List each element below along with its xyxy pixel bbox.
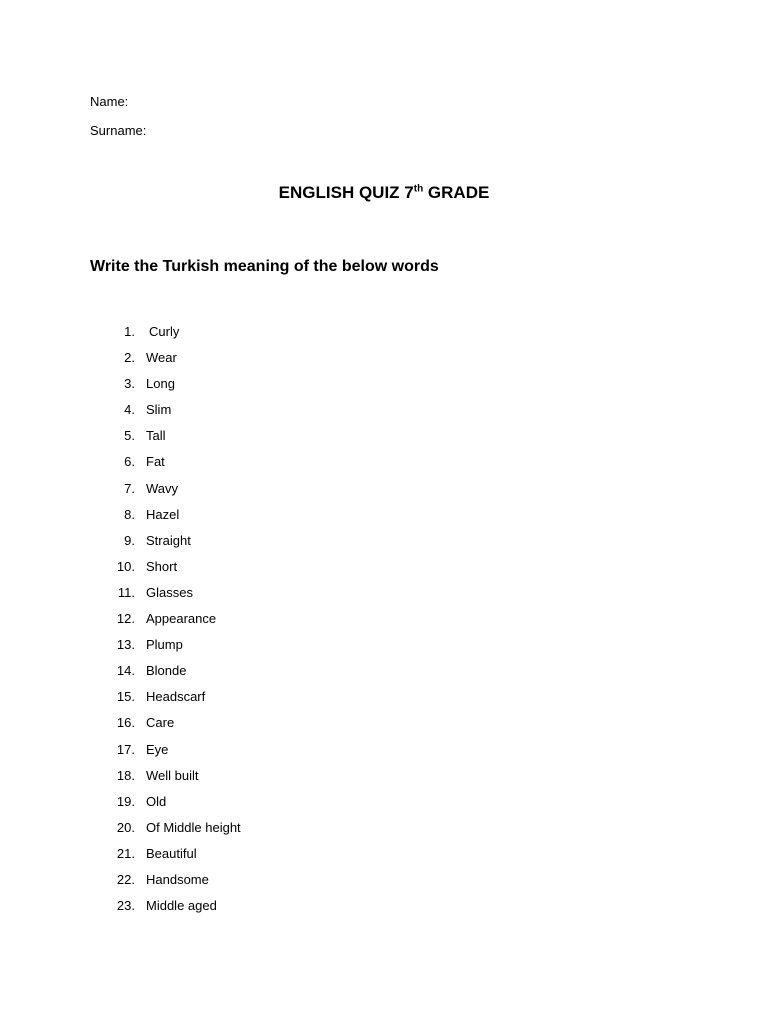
- word-list: [90, 324, 241, 924]
- list-item-word: Eye: [146, 741, 169, 757]
- list-item-word: Care: [146, 715, 175, 731]
- list-item-word: Old: [146, 793, 167, 809]
- list-item-number: 5.: [124, 428, 135, 444]
- list-item-word: Curly: [149, 324, 180, 339]
- list-item-word: Appearance: [146, 611, 217, 627]
- list-item-number: 1.: [124, 324, 135, 339]
- list-item: [90, 663, 241, 689]
- list-item-word: Slim: [146, 402, 172, 418]
- list-item: [90, 872, 241, 898]
- quiz-title-superscript: th: [413, 183, 424, 195]
- list-item: [90, 794, 241, 820]
- list-item: [90, 742, 241, 768]
- list-item-word: Tall: [146, 428, 166, 444]
- list-item-word: Handsome: [146, 871, 209, 887]
- list-item-number: 2.: [124, 350, 135, 366]
- list-item-word: Glasses: [146, 584, 193, 600]
- list-item-word: Wear: [146, 350, 177, 366]
- list-item-number: 9.: [124, 532, 135, 548]
- list-item: [90, 454, 241, 480]
- list-item: [90, 559, 241, 585]
- name-field-label: Name:: [90, 94, 129, 109]
- list-item-number: 10.: [116, 558, 135, 574]
- list-item-number: 17.: [116, 741, 135, 757]
- list-item-number: 12.: [116, 611, 135, 627]
- list-item: [90, 376, 241, 402]
- list-item-word: Fat: [146, 454, 165, 470]
- quiz-title-main: ENGLISH QUIZ 7: [278, 183, 414, 202]
- quiz-title: [0, 182, 768, 204]
- list-item-number: 21.: [116, 845, 135, 861]
- list-item-word: Beautiful: [146, 845, 197, 861]
- list-item-word: Middle aged: [146, 898, 217, 914]
- list-item-word: Short: [146, 558, 178, 574]
- list-item-number: 6.: [124, 454, 135, 470]
- list-item-word: Headscarf: [146, 689, 206, 705]
- list-item-word: Of Middle height: [146, 819, 241, 835]
- list-item: [90, 324, 241, 350]
- list-item-number: 15.: [116, 689, 135, 705]
- list-item-number: 18.: [116, 767, 135, 783]
- surname-field-label: Surname:: [90, 123, 147, 138]
- list-item-number: 3.: [124, 376, 135, 392]
- list-item-word: Long: [146, 376, 175, 392]
- list-item-word: Hazel: [146, 506, 180, 522]
- list-item-word: Well built: [146, 767, 199, 783]
- list-item: [90, 350, 241, 376]
- list-item: [90, 507, 241, 533]
- list-item: [90, 637, 241, 663]
- list-item: [90, 481, 241, 507]
- list-item-word: Plump: [146, 637, 183, 653]
- list-item: [90, 768, 241, 794]
- list-item-number: 16.: [116, 715, 135, 731]
- list-item: [90, 820, 241, 846]
- list-item-number: 7.: [124, 480, 135, 496]
- list-item: [90, 585, 241, 611]
- list-item: [90, 428, 241, 454]
- list-item-number: 23.: [116, 898, 135, 914]
- list-item-word: Blonde: [146, 663, 187, 679]
- list-item-number: 19.: [116, 793, 135, 809]
- list-item: [90, 533, 241, 559]
- list-item-number: 13.: [116, 637, 135, 653]
- list-item: [90, 689, 241, 715]
- quiz-title-suffix: GRADE: [423, 183, 490, 202]
- list-item-number: 22.: [116, 871, 135, 887]
- list-item: [90, 611, 241, 637]
- list-item-number: 8.: [124, 506, 135, 522]
- list-item-word: Straight: [146, 532, 191, 548]
- list-item: [90, 846, 241, 872]
- list-item-word: Wavy: [146, 480, 179, 496]
- list-item: [90, 898, 241, 924]
- list-item: [90, 715, 241, 741]
- list-item-number: 14.: [116, 663, 135, 679]
- list-item-number: 20.: [116, 819, 135, 835]
- list-item: [90, 402, 241, 428]
- list-item-number: 11.: [117, 584, 135, 600]
- instruction-heading: Write the Turkish meaning of the below words: [90, 258, 439, 275]
- list-item-number: 4.: [124, 402, 135, 418]
